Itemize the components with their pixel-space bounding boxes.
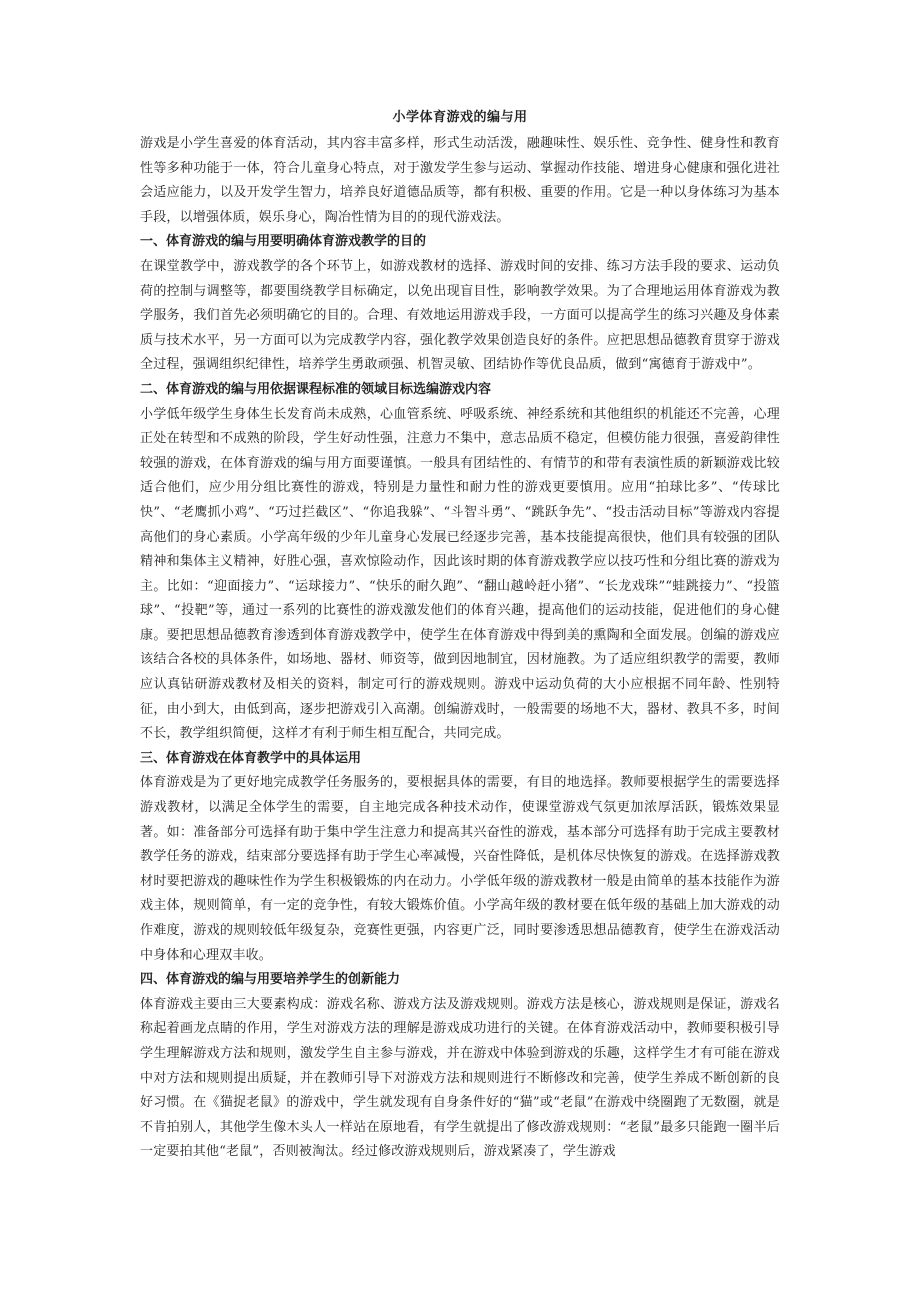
section-1-paragraph: 在课堂教学中，游戏教学的各个环节上，如游戏教材的选择、游戏时间的安排、练习方法手段的要求、运动负荷的控制与调整等，都要围绕教学目标确定，以免出现盲目性，影响教学效果。为了合理地运用体育游戏为教学服务，我们首先必须明确它的目的。合理、有效地运用游戏手段，一方面可以提高学生的练习兴趣及身体素质与技术水平，另一方面可以为完成教学内容，强化教学效果创造良好的条件。应把思想品德教育贯穿于游戏全过程，强调组织纪律性，培养学生勇敢顽强、机智灵敏、团结协作等优良品质，做到“寓德育于游戏中”。: [140, 258, 780, 373]
document-page: [140, 108, 780, 1165]
section-2-paragraph: 小学低年级学生身体生长发育尚未成熟，心血管系统、呼吸系统、神经系统和其他组织的机能还不完善，心理正处在转型和不成熟的阶段，学生好动性强，注意力不集中，意志品质不稳定，但模仿能力很强，喜爱韵律性较强的游戏，在体育游戏的编与用方面要谨慎。一般具有团结性的、有情节的和带有表演性质的新颖游戏比较适合他们，应少用分组比赛性的游戏，特别是力量性和耐力性的游戏更要慎用。应用“拍球比多”、“传球比快”、“老鹰抓小鸡”、“巧过拦截区”、“你追我躲”、“斗智斗勇”、“跳跃争先”、“投击活动目标”等游戏内容提高他们的身心素质。小学高年级的少年儿童身心发展已经逐步完善，基本技能提高很快，他们具有较强的团队精神和集体主义精神，好胜心强，喜欢惊险动作，因此该时期的体育游戏教学应以技巧性和分组比赛的游戏为主。比如：“迎面接力”、“运球接力”、“快乐的耐久跑”、“翻山越岭赶小猪”、“长龙戏珠”“蛙跳接力”、“投篮球”、“投靶”等，通过一系列的比赛性的游戏激发他们的体育兴趣，提高他们的运动技能，促进他们的身心健康。要把思想品德教育渗透到体育游戏教学中，使学生在体育游戏中得到美的熏陶和全面发展。创编的游戏应该结合各校的具体条件，如场地、器材、师资等，做到因地制宜，因材施教。为了适应组织教学的需要，教师应认真钻研游戏教材及相关的资料，制定可行的游戏规则。游戏中运动负荷的大小应根据不同年龄、性别特征，由小到大，由低到高，逐步把游戏引入高潮。创编游戏时，一般需要的场地不大，器材、教具不多，时间不长，教学组织简便，这样才有利于师生相互配合，共同完成。: [140, 406, 780, 742]
intro-paragraph: 游戏是小学生喜爱的体育活动，其内容丰富多样，形式生动活泼，融趣味性、娱乐性、竞争性、健身性和教育性等多种功能于一体，符合儿童身心特点，对于激发学生参与运动、掌握动作技能、增进身心健康和强化进社会适应能力，以及开发学生智力，培养良好道德品质等，都有积极、重要的作用。它是一种以身体练习为基本手段，以增强体质，娱乐身心，陶冶性情为目的的现代游戏法。: [140, 136, 780, 225]
section-2-heading: 二、体育游戏的编与用依据课程标准的领域目标选编游戏内容: [140, 381, 492, 397]
section-1-heading: 一、体育游戏的编与用要明确体育游戏教学的目的: [140, 234, 427, 250]
section-3-paragraph: 体育游戏是为了更好地完成教学任务服务的，要根据具体的需要，有目的地选择。教师要根据学生的需要选择游戏教材，以满足全体学生的需要，自主地完成各种技术动作，使课堂游戏气氛更加浓厚活跃，锻炼效果显著。如：准备部分可选择有助于集中学生注意力和提高其兴奋性的游戏，基本部分可选择有助于完成主要教材教学任务的游戏，结束部分要选择有助于学生心率减慢，兴奋性降低，是机体尽快恢复的游戏。在选择游戏教材时要把游戏的趣味性作为学生积极锻炼的内在动力。小学低年级的游戏教材一般是由简单的基本技能作为游戏主体，规则简单，有一定的竞争性，有较大锻炼价值。小学高年级的教材要在低年级的基础上加大游戏的动作难度，游戏的规则较低年级复杂，竞赛性更强，内容更广泛，同时要渗透思想品德教育，使学生在游戏活动中身体和心理双丰收。: [140, 775, 780, 963]
document-title: 小学体育游戏的编与用: [392, 110, 528, 125]
section-4-paragraph: 体育游戏主要由三大要素构成：游戏名称、游戏方法及游戏规则。游戏方法是核心，游戏规则是保证，游戏名称起着画龙点睛的作用，学生对游戏方法的理解是游戏成功进行的关键。在体育游戏活动中，教师要积极引导学生理解游戏方法和规则，激发学生自主参与游戏，并在游戏中体验到游戏的乐趣，这样学生才有可能在游戏中对方法和规则提出质疑，并在教师引导下对游戏方法和规则进行不断修改和完善，使学生养成不断创新的良好习惯。在《猫捉老鼠》的游戏中，学生就发现有自身条件好的“猫”或“老鼠”在游戏中绕圈跑了无数圈，就是不肯拍别人，其他学生像木头人一样站在原地看，有学生就提出了修改游戏规则：“老鼠”最多只能跑一圈半后一定要拍其他“老鼠”，否则被淘汰。经过修改游戏规则后，游戏紧凑了，学生游戏: [140, 996, 780, 1160]
section-4-heading: 四、体育游戏的编与用要培养学生的创新能力: [140, 972, 401, 988]
section-3-heading: 三、体育游戏在体育教学中的具体运用: [140, 750, 362, 766]
